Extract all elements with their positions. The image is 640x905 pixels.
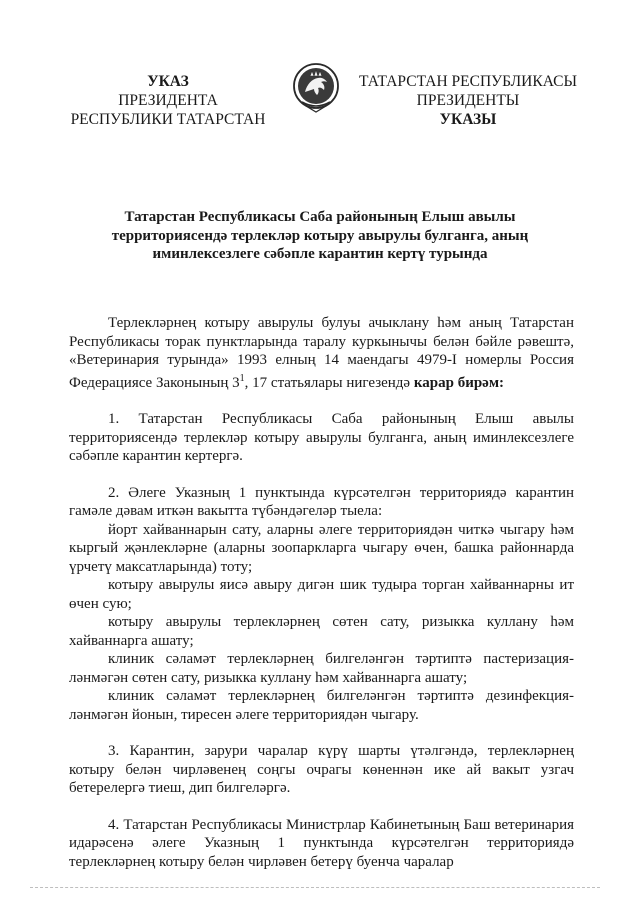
item-2-sub-2: котыру авырулы яисә авыру дигән шик тудыра торган хайваннарны ит өчен сую;: [69, 577, 574, 612]
header-left-line-3: РЕСПУБЛИКИ ТАТАРСТАН: [70, 111, 266, 128]
title-line-2: территориясендә терлекләр котыру авырулы булганга, аның: [111, 227, 529, 244]
preamble-text-after: , 17 статьялары нигезендә: [244, 374, 414, 391]
header-right-line-3: УКАЗЫ: [439, 111, 497, 128]
header-left-line-1: УКАЗ: [147, 73, 189, 90]
item-2-sub-5: клиник сәламәт терлекләрнең билгеләнгән тәртиптә дезинфекция-ләнмәгән йонын, тиресен әлеге территориядән чыгару.: [69, 688, 574, 723]
preamble-emphasis: карар бирәм:: [413, 374, 505, 391]
preamble-paragraph: [69, 314, 574, 392]
decree-title: [100, 208, 540, 264]
header-right-line-1: ТАТАРСТАН РЕСПУБЛИКАСЫ: [359, 73, 577, 90]
spacer: [69, 392, 574, 410]
decree-body: [69, 314, 574, 871]
item-2: 2. Әлеге Указның 1 пунктында күрсәтелгән территориядә карантин гамәле дәвам иткән вакытта түбәндәгеләр тыела:: [69, 484, 574, 519]
item-4: 4. Татарстан Республикасы Министрлар Кабинетының Баш ветеринария идарәсенә әлеге Указның 1 пунктында күрсәтелгән территориядә терлекләрнең котыру белән чирләвен бетерү буенча чаралар: [69, 816, 574, 870]
preamble-superscript: 1: [239, 372, 245, 384]
scan-artifact-line: [30, 887, 600, 889]
item-2-sub-1: йорт хайваннарын сату, аларны әлеге территориядән читкә чыгару һәм кыргый җәнлекләрне (аларны зоопаркларга чыгару өчен, башка районнарда үрчетү максатларында) тоту;: [69, 521, 574, 575]
item-3: 3. Карантин, зарури чаралар күрү шарты үтәлгәндә, терлекләрнең котыру белән чирләвенең соңгы очрагы көненнән ике ай вакыт узгач бетерелергә тиеш, дип билгеләргә.: [69, 743, 574, 796]
header-left-block: [58, 72, 278, 129]
header-right-line-2: ПРЕЗИДЕНТЫ: [416, 92, 520, 109]
item-2-sub-4: клиник сәламәт терлекләрнең билгеләнгән тәртиптә пастеризация-ләнмәгән сөтен сату, ризыкка куллану һәм хайваннарга ашату;: [69, 651, 574, 686]
title-line-1: Татарстан Республикасы Саба районының Елыш авылы: [124, 209, 516, 225]
preamble-text: Терлекләрнең котыру авырулы булуы ачыклану һәм аның Татарстан Республикасы торак пунктларында таралу куркынычы белән бәйле рәвештә, «Ветеринария турында» 1993 елның 14 маендагы 4979-I номерлы Россия Федерациясе Законының 3: [69, 315, 574, 391]
title-line-3: иминлексезлеге сәбәпле карантин кертү турында: [152, 246, 488, 262]
item-2-sub-3: котыру авырулы терлекләрнең сөтен сату, ризыкка куллану һәм хайваннарга ашату;: [69, 614, 574, 649]
tatarstan-coat-of-arms-icon: [292, 62, 340, 114]
item-1: 1. Татарстан Республикасы Саба районының Елыш авылы территориясендә терлекләр котыру авырулы булганга, аның иминлексезлеге сәбәпле карантин кертергә.: [69, 411, 574, 464]
header-right-block: [350, 72, 586, 129]
spacer: [69, 724, 574, 742]
spacer: [69, 466, 574, 484]
spacer: [69, 798, 574, 816]
header-left-line-2: ПРЕЗИДЕНТА: [118, 92, 218, 109]
